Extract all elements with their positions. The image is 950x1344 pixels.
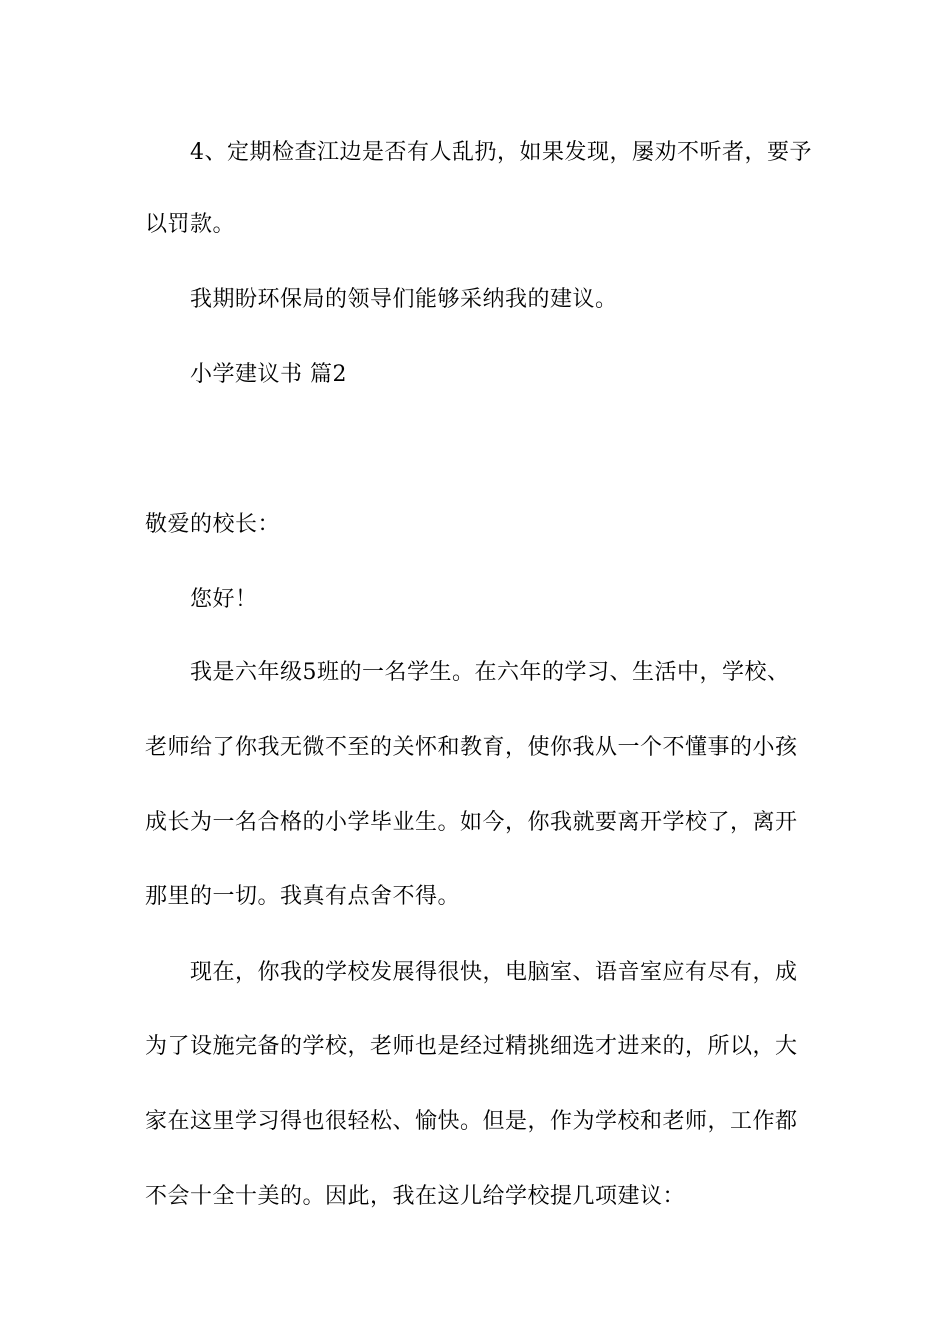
- item4-line1: 4、定期检查江边是否有人乱扔，如果发现，屡劝不听者，要予: [190, 140, 812, 165]
- para2-line3: 家在这里学习得也很轻松、愉快。但是，作为学校和老师，工作都: [145, 1109, 798, 1134]
- item4-line2: 以罚款。: [145, 212, 236, 237]
- closing-sentence: 我期盼环保局的领导们能够采纳我的建议。: [190, 287, 618, 312]
- section-heading: 小学建议书 篇2: [190, 362, 347, 387]
- para2-line1: 现在，你我的学校发展得很快，电脑室、语音室应有尽有，成: [190, 960, 798, 985]
- para2-line2: 为了设施完备的学校，老师也是经过精挑细选才进来的，所以，大: [145, 1034, 798, 1059]
- salutation: 敬爱的校长：: [145, 512, 281, 537]
- para1-line1: 我是六年级5班的一名学生。在六年的学习、生活中，学校、: [190, 660, 790, 685]
- para1-line3: 成长为一名合格的小学毕业生。如今，你我就要离开学校了，离开: [145, 810, 798, 835]
- para1-line2: 老师给了你我无微不至的关怀和教育，使你我从一个不懂事的小孩: [145, 735, 798, 760]
- para1-line4: 那里的一切。我真有点舍不得。: [145, 884, 461, 909]
- para2-line4: 不会十全十美的。因此，我在这儿给学校提几项建议：: [145, 1184, 686, 1209]
- greeting: 您好！: [190, 587, 258, 612]
